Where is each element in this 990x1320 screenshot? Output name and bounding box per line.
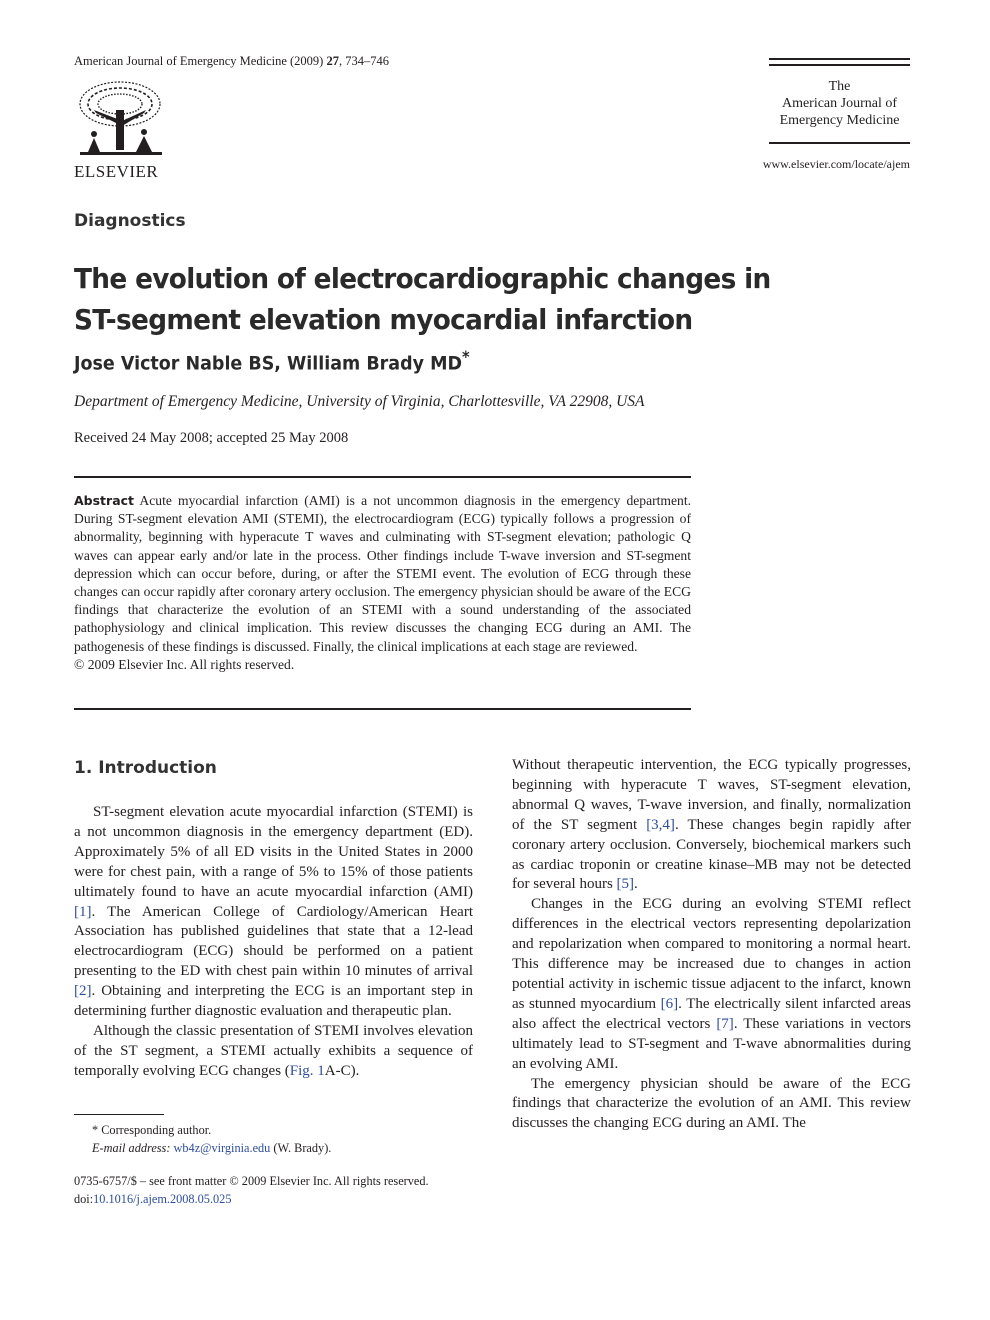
abstract (74, 492, 691, 674)
paragraph-text: ST-segment elevation acute myocardial infarction (STEMI) is a not uncommon diagnosis in the emergency department (ED). Approximately 5% of all ED visits in the United States in 2000 were for chest pain, with a range of 5% to 15% of those patients ultimately found to have an acute myocardial infarction (AMI) (74, 804, 473, 900)
journal-top-rule (769, 58, 910, 60)
reference-link[interactable]: [1] (74, 903, 92, 920)
doi-link[interactable]: 10.1016/j.ajem.2008.05.025 (93, 1192, 232, 1206)
reference-link[interactable]: [3,4] (646, 816, 675, 833)
affiliation: Department of Emergency Medicine, University of Virginia, Charlottesville, VA 22908, USA (74, 393, 645, 410)
issn-line: 0735-6757/$ – see front matter © 2009 Elsevier Inc. All rights reserved. (74, 1174, 429, 1188)
abstract-label: Abstract (74, 493, 135, 508)
paragraph-text: . The American College of Cardiology/American Heart Association has published guidelines that state that a 12-lead electrocardiogram (ECG) should be performed on a patient presenting to the ED with chest pain within 10 minutes of arrival (74, 903, 473, 980)
footnote-text: Corresponding author. (101, 1123, 212, 1137)
footnote-rule (74, 1114, 164, 1115)
title-line-1: The evolution of electrocardiographic changes in (74, 262, 771, 295)
corresponding-author-note (92, 1121, 331, 1139)
footnote-mark: * (92, 1123, 102, 1137)
left-column (74, 803, 473, 1082)
paragraph-text: . The electrically silent infarcted areas also affect the electrical vectors (512, 995, 911, 1032)
intro-paragraph-2 (74, 1022, 473, 1082)
abstract-top-rule (74, 476, 691, 478)
journal-name-line-3: Emergency Medicine (779, 113, 900, 128)
footnote (92, 1121, 331, 1157)
paragraph-text: . (634, 876, 638, 893)
section-heading-introduction: 1. Introduction (74, 758, 217, 778)
paragraph-text: . Obtaining and interpreting the ECG is an important step in determining further diagnostic evaluation and therapeutic plan. (74, 983, 473, 1020)
journal-url[interactable]: www.elsevier.com/locate/ajem (762, 157, 910, 171)
elsevier-logo (74, 80, 166, 180)
journal-name (769, 78, 910, 129)
reference-link[interactable]: [6] (660, 995, 679, 1012)
journal-name-line-1: The (828, 79, 851, 94)
email-label: E-mail address: (92, 1141, 174, 1155)
authors-text: Jose Victor Nable BS, William Brady MD (74, 352, 462, 375)
journal-top-rule-2 (769, 64, 910, 66)
paragraph-text: . These variations in vectors ultimately lead to ST-segment and T-wave abnormalities during an evolving AMI. (512, 1015, 911, 1072)
article-section: Diagnostics (74, 211, 186, 231)
author-list (74, 347, 470, 374)
paragraph-text: A-C). (324, 1062, 360, 1079)
journal-name-line-2: American Journal of (781, 96, 898, 111)
citation-prefix: American Journal of Emergency Medicine (2009) (74, 54, 327, 68)
reference-link[interactable]: [2] (74, 983, 92, 1000)
reference-link[interactable]: [7] (716, 1015, 734, 1032)
paragraph-text: . These changes begin rapidly after coronary artery occlusion. Conversely, biochemical markers such as cardiac troponin or creatine kinase–MB may not be detected for several hours (512, 816, 911, 893)
email-note (92, 1139, 331, 1157)
doi-line (74, 1190, 429, 1208)
front-matter (74, 1172, 429, 1208)
abstract-copyright: © 2009 Elsevier Inc. All rights reserved. (74, 656, 295, 672)
paragraph-text: The emergency physician should be aware of the ECG findings that characterize the evolution of an AMI. This review discusses the changing ECG during an AMI. The (512, 1075, 911, 1132)
email-owner: (W. Brady). (270, 1141, 332, 1155)
intro-paragraph-3 (512, 756, 911, 895)
right-column (512, 756, 911, 1134)
journal-citation (74, 54, 389, 69)
paragraph-text: Without therapeutic intervention, the ECG typically progresses, beginning with hyperacute T waves, ST-segment elevation, abnormal Q waves, T-wave inversion, and finally, normalization of the ST segment (512, 757, 911, 833)
publisher-name: ELSEVIER (74, 162, 159, 181)
abstract-text: Acute myocardial infarction (AMI) is a not uncommon diagnosis in the emergency department. During ST-segment elevation AMI (STEMI), the electrocardiogram (ECG) typically follows a progression of abnormality, beginning with hyperacute T waves and culminating with ST-segment elevation; pathologic Q waves can appear early and/or late in the process. Other findings include T-wave inversion and ST-segment depression which can occur before, during, or after the STEMI event. The evolution of ECG through these changes can occur rapidly after coronary artery occlusion. The emergency physician should be aware of the ECG findings that characterize the evolution of an STEMI with a sound understanding of the associated pathophysiology and clinical implication. This review discusses the changing ECG during an AMI. The pathogenesis of these findings is discussed. Finally, the clinical implications at each stage are reviewed. (74, 493, 691, 654)
intro-paragraph-1 (74, 803, 473, 1022)
intro-paragraph-4 (512, 895, 911, 1074)
corresponding-mark[interactable]: * (461, 347, 470, 366)
citation-suffix: , 734–746 (338, 54, 389, 68)
email-link[interactable]: wb4z@virginia.edu (173, 1141, 271, 1155)
citation-volume: 27 (326, 54, 339, 68)
figure-link[interactable]: Fig. 1 (289, 1062, 325, 1079)
article-title (74, 258, 788, 340)
title-line-2: ST-segment elevation myocardial infarction (74, 303, 693, 336)
received-dates: Received 24 May 2008; accepted 25 May 2008 (74, 430, 349, 446)
elsevier-tree-icon (74, 80, 166, 162)
reference-link[interactable]: [5] (616, 876, 635, 893)
paragraph-text: Changes in the ECG during an evolving STEMI reflect differences in the electrical vectors representing depolarization and repolarization when compared to monitoring a normal heart. This difference may be increased due to changes in action potential activity in ischemic tissue adjacent to the infarct, known as stunned myocardium (512, 896, 911, 1012)
journal-bottom-rule (769, 142, 910, 144)
doi-label: doi: (74, 1192, 94, 1206)
intro-paragraph-5 (512, 1075, 911, 1135)
abstract-bottom-rule (74, 708, 691, 710)
paragraph-text: Although the classic presentation of STEMI involves elevation of the ST segment, a STEMI actually exhibits a sequence of temporally evolving ECG changes ( (74, 1022, 473, 1079)
